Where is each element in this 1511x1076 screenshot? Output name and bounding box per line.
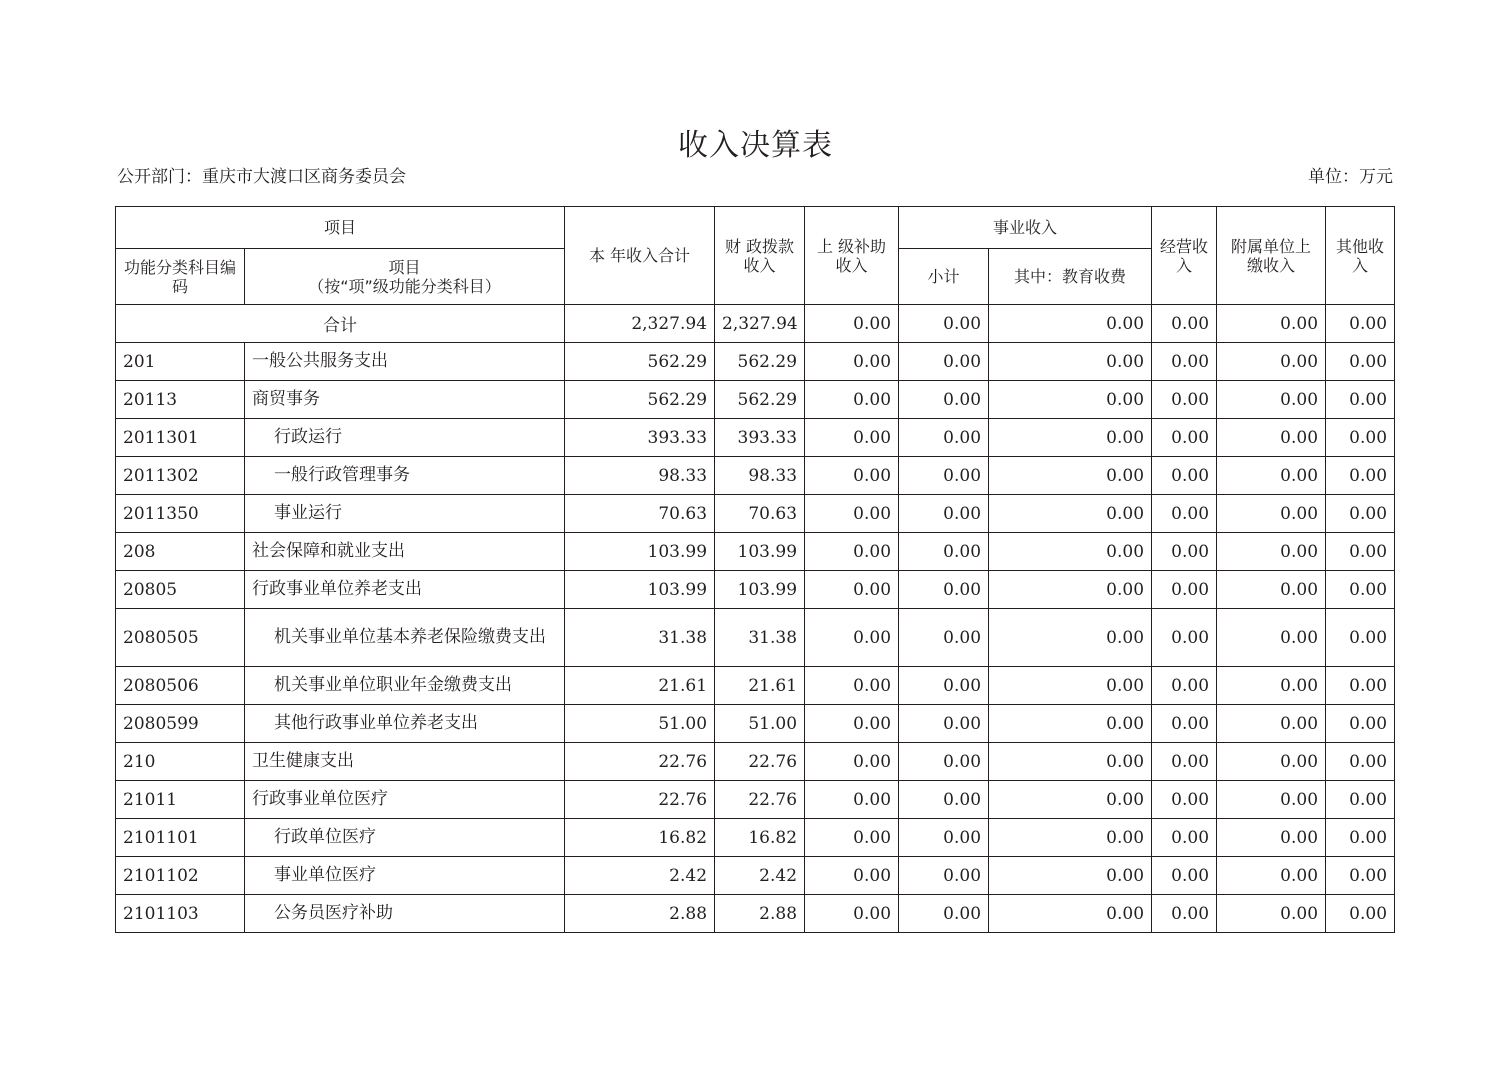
header-func-code: 功能分类科目编码 [116,249,245,305]
row-value: 0.00 [1217,895,1326,933]
row-name: 一般公共服务支出 [245,343,565,381]
row-value: 393.33 [565,419,715,457]
row-value: 0.00 [805,743,899,781]
row-value: 0.00 [1152,819,1217,857]
row-value: 0.00 [805,705,899,743]
row-value: 0.00 [1152,343,1217,381]
row-name: 商贸事务 [245,381,565,419]
header-subtotal: 小计 [899,249,989,305]
row-value: 0.00 [899,609,989,667]
row-value: 0.00 [805,571,899,609]
table-row [116,781,1395,819]
row-value: 0.00 [1326,419,1395,457]
row-name: 公务员医疗补助 [245,895,565,933]
row-value: 51.00 [715,705,805,743]
row-name: 社会保障和就业支出 [245,533,565,571]
total-cell: 0.00 [1326,305,1395,343]
row-value: 21.61 [565,667,715,705]
row-value: 0.00 [989,667,1152,705]
row-value: 0.00 [1152,381,1217,419]
row-value: 0.00 [805,495,899,533]
row-value: 0.00 [805,343,899,381]
row-name: 行政运行 [245,419,565,457]
row-code: 2011302 [116,457,245,495]
row-value: 0.00 [989,743,1152,781]
row-value: 0.00 [805,419,899,457]
page-title: 收入决算表 [678,128,833,163]
row-value: 0.00 [1152,457,1217,495]
row-value: 0.00 [989,495,1152,533]
table-row [116,533,1395,571]
row-code: 2101101 [116,819,245,857]
header-other-income: 其他收入 [1326,207,1395,305]
row-value: 0.00 [989,571,1152,609]
row-value: 2.88 [565,895,715,933]
row-code: 208 [116,533,245,571]
row-value: 0.00 [805,819,899,857]
row-value: 0.00 [1326,819,1395,857]
row-value: 103.99 [565,533,715,571]
row-value: 0.00 [899,857,989,895]
row-value: 0.00 [1217,609,1326,667]
header-business-income: 事业收入 [899,207,1152,249]
total-cell: 0.00 [1217,305,1326,343]
row-value: 0.00 [1152,533,1217,571]
row-value: 0.00 [1326,609,1395,667]
row-value: 0.00 [989,781,1152,819]
row-code: 2011301 [116,419,245,457]
row-value: 0.00 [989,819,1152,857]
row-value: 0.00 [899,819,989,857]
table-row [116,895,1395,933]
row-code: 2101103 [116,895,245,933]
row-value: 0.00 [899,457,989,495]
row-value: 562.29 [565,343,715,381]
row-value: 0.00 [899,381,989,419]
row-value: 0.00 [1217,533,1326,571]
row-value: 103.99 [565,571,715,609]
row-name: 行政事业单位医疗 [245,781,565,819]
row-value: 0.00 [989,343,1152,381]
row-code: 2080506 [116,667,245,705]
total-label: 合计 [116,305,565,343]
table-row [116,343,1395,381]
total-row [116,305,1395,343]
row-value: 0.00 [989,705,1152,743]
row-value: 0.00 [899,781,989,819]
row-code: 2101102 [116,857,245,895]
row-value: 0.00 [1152,419,1217,457]
department-label: 公开部门：重庆市大渡口区商务委员会 [117,167,406,187]
row-value: 0.00 [1326,857,1395,895]
table-row [116,857,1395,895]
row-value: 0.00 [1326,457,1395,495]
row-value: 0.00 [989,381,1152,419]
table-row [116,419,1395,457]
row-value: 0.00 [989,419,1152,457]
row-value: 0.00 [1217,495,1326,533]
row-value: 0.00 [1326,895,1395,933]
table-row [116,457,1395,495]
table-row [116,705,1395,743]
row-code: 2080505 [116,609,245,667]
row-value: 98.33 [565,457,715,495]
row-value: 0.00 [899,705,989,743]
row-value: 0.00 [899,571,989,609]
row-value: 393.33 [715,419,805,457]
row-value: 22.76 [565,781,715,819]
row-value: 70.63 [715,495,805,533]
row-value: 103.99 [715,533,805,571]
row-value: 0.00 [1217,781,1326,819]
row-value: 22.76 [565,743,715,781]
row-value: 0.00 [805,533,899,571]
row-name: 一般行政管理事务 [245,457,565,495]
row-value: 0.00 [1217,667,1326,705]
table-row [116,743,1395,781]
row-value: 0.00 [899,743,989,781]
row-name: 其他行政事业单位养老支出 [245,705,565,743]
header-project-name [245,249,565,305]
row-name: 事业运行 [245,495,565,533]
row-value: 0.00 [899,343,989,381]
row-value: 0.00 [1217,343,1326,381]
table-row [116,667,1395,705]
row-value: 0.00 [1152,571,1217,609]
row-value: 0.00 [805,667,899,705]
row-value: 0.00 [1217,857,1326,895]
row-value: 0.00 [1326,533,1395,571]
row-value: 21.61 [715,667,805,705]
row-code: 210 [116,743,245,781]
header-project-group: 项目 [116,207,565,249]
row-name: 机关事业单位基本养老保险缴费支出 [245,609,565,667]
row-value: 0.00 [805,457,899,495]
total-cell: 0.00 [1152,305,1217,343]
row-value: 0.00 [805,895,899,933]
row-value: 0.00 [1217,419,1326,457]
row-value: 16.82 [565,819,715,857]
row-value: 0.00 [989,609,1152,667]
row-value: 0.00 [989,457,1152,495]
row-value: 0.00 [989,895,1152,933]
row-value: 16.82 [715,819,805,857]
row-name: 事业单位医疗 [245,857,565,895]
total-cell: 2,327.94 [565,305,715,343]
row-value: 0.00 [1152,743,1217,781]
table-row [116,571,1395,609]
row-value: 562.29 [715,343,805,381]
total-cell: 0.00 [805,305,899,343]
row-value: 0.00 [899,667,989,705]
row-value: 0.00 [1152,667,1217,705]
row-value: 0.00 [989,857,1152,895]
total-cell: 0.00 [989,305,1152,343]
header-project-name-main: 项目 [388,257,421,277]
total-cell: 2,327.94 [715,305,805,343]
row-name: 卫生健康支出 [245,743,565,781]
row-value: 0.00 [1217,571,1326,609]
unit-label: 单位：万元 [1308,167,1393,187]
row-code: 20113 [116,381,245,419]
row-value: 0.00 [1326,667,1395,705]
header-operating-income: 经营收入 [1152,207,1217,305]
row-value: 0.00 [1152,609,1217,667]
row-value: 0.00 [1326,343,1395,381]
row-value: 2.42 [565,857,715,895]
row-value: 0.00 [1152,781,1217,819]
row-code: 2080599 [116,705,245,743]
row-value: 0.00 [1217,381,1326,419]
row-value: 0.00 [899,895,989,933]
row-value: 2.42 [715,857,805,895]
row-value: 22.76 [715,781,805,819]
table-row [116,495,1395,533]
row-value: 0.00 [1217,457,1326,495]
row-code: 21011 [116,781,245,819]
row-value: 0.00 [1217,819,1326,857]
row-value: 0.00 [899,419,989,457]
row-value: 0.00 [805,857,899,895]
row-value: 31.38 [715,609,805,667]
row-value: 2.88 [715,895,805,933]
row-value: 98.33 [715,457,805,495]
row-value: 22.76 [715,743,805,781]
header-superior-subsidy: 上 级补助收入 [805,207,899,305]
row-code: 20805 [116,571,245,609]
row-code: 201 [116,343,245,381]
row-value: 0.00 [1326,495,1395,533]
row-value: 0.00 [1152,705,1217,743]
table-row [116,609,1395,667]
row-value: 0.00 [1152,857,1217,895]
header-total-income: 本 年收入合计 [565,207,715,305]
row-value: 0.00 [899,495,989,533]
row-value: 0.00 [1217,743,1326,781]
row-value: 51.00 [565,705,715,743]
row-name: 行政单位医疗 [245,819,565,857]
row-value: 0.00 [1326,743,1395,781]
header-fiscal-appropriation: 财 政拨款收入 [715,207,805,305]
table-row [116,381,1395,419]
row-value: 0.00 [805,381,899,419]
header-project-name-sub: （按“项”级功能分类科目） [308,276,501,296]
row-value: 0.00 [1326,571,1395,609]
row-code: 2011350 [116,495,245,533]
row-value: 0.00 [805,609,899,667]
row-value: 0.00 [1217,705,1326,743]
row-value: 103.99 [715,571,805,609]
row-name: 行政事业单位养老支出 [245,571,565,609]
total-cell: 0.00 [899,305,989,343]
row-name: 机关事业单位职业年金缴费支出 [245,667,565,705]
row-value: 70.63 [565,495,715,533]
row-value: 0.00 [989,533,1152,571]
header-affiliated-income: 附属单位上缴收入 [1217,207,1326,305]
row-value: 562.29 [715,381,805,419]
row-value: 0.00 [1326,705,1395,743]
row-value: 31.38 [565,609,715,667]
row-value: 0.00 [805,781,899,819]
header-education-fee: 其中：教育收费 [989,249,1152,305]
row-value: 0.00 [899,533,989,571]
row-value: 562.29 [565,381,715,419]
table-row [116,819,1395,857]
income-table [115,206,1395,933]
row-value: 0.00 [1152,495,1217,533]
row-value: 0.00 [1326,781,1395,819]
row-value: 0.00 [1326,381,1395,419]
row-value: 0.00 [1152,895,1217,933]
